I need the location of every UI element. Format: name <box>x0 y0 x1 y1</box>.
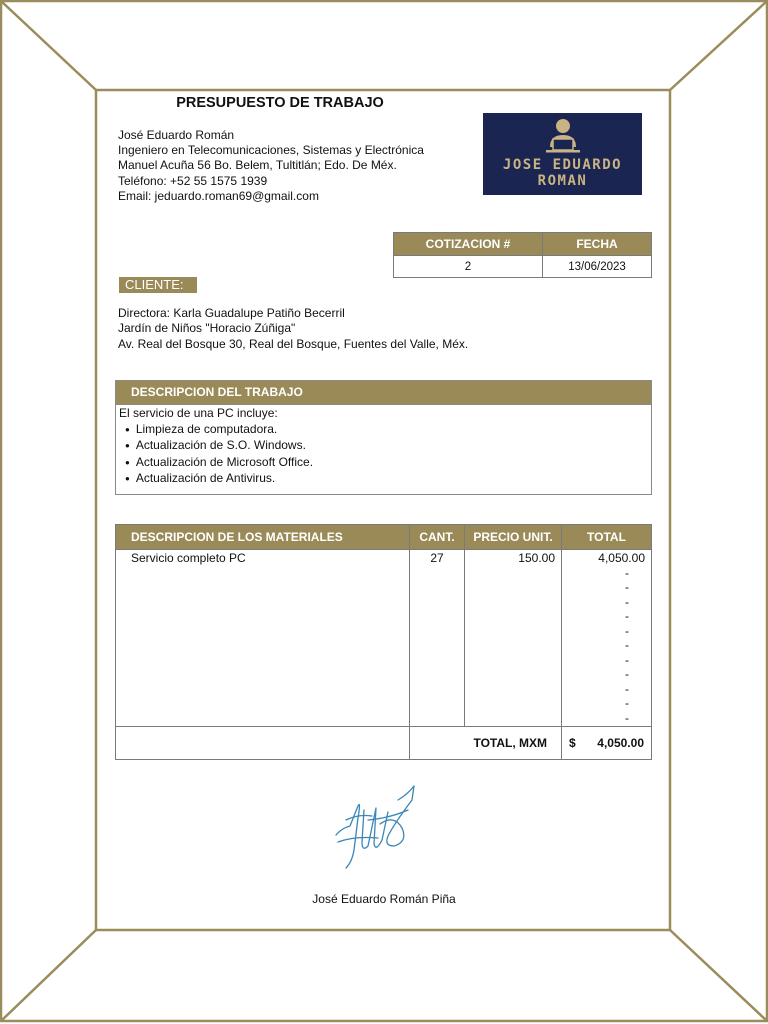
company-logo <box>483 113 642 195</box>
signature-name: José Eduardo Román Piña <box>312 892 456 906</box>
sender-email: Email: jeduardo.roman69@gmail.com <box>118 188 319 203</box>
material-unit-price: 150.00 <box>465 550 562 727</box>
unit-price-header: PRECIO UNIT. <box>465 525 562 550</box>
work-description-list <box>119 422 651 488</box>
total-header: TOTAL <box>562 525 652 550</box>
quote-number: 2 <box>394 256 543 278</box>
client-line1: Directora: Karla Guadalupe Patiño Becerril <box>118 306 345 320</box>
logo-line2: ROMAN <box>537 173 588 189</box>
empty-total: - <box>625 638 629 652</box>
material-totals-column <box>562 550 652 727</box>
empty-total: - <box>625 681 629 696</box>
empty-total: - <box>625 652 629 667</box>
table-row <box>116 550 652 727</box>
currency-symbol: $ <box>569 736 576 750</box>
total-row-spacer <box>116 727 410 760</box>
work-description-header: DESCRIPCION DEL TRABAJO <box>116 381 651 405</box>
sender-phone: Teléfono: +52 55 1575 1939 <box>118 173 268 188</box>
list-item: ● Actualización de Microsoft Office. <box>137 455 651 472</box>
logo-line1: JOSE EDUARDO <box>502 157 623 173</box>
client-line3: Av. Real del Bosque 30, Real del Bosque, Fuentes del Valle, Méx. <box>118 336 469 351</box>
material-qty: 27 <box>410 550 465 727</box>
user-at-laptop-icon <box>541 117 585 155</box>
empty-total: - <box>625 623 629 638</box>
empty-total: - <box>625 594 629 609</box>
materials-description-header: DESCRIPCION DE LOS MATERIALES <box>116 525 410 550</box>
empty-total: - <box>625 696 629 710</box>
quote-date: 13/06/2023 <box>543 256 652 278</box>
sender-name: José Eduardo Román <box>118 128 235 142</box>
work-description-box <box>115 380 652 495</box>
client-line2: Jardín de Niños "Horacio Zúñiga" <box>118 321 296 336</box>
client-info <box>118 306 468 352</box>
handwritten-signature <box>328 780 428 875</box>
quote-info-table <box>393 232 652 278</box>
list-item: ● Actualización de Antivirus. <box>137 471 651 488</box>
total-row <box>116 727 652 760</box>
empty-total: - <box>625 710 629 725</box>
empty-total: - <box>625 565 629 580</box>
empty-total: - <box>625 609 629 623</box>
grand-total-cell <box>562 727 652 760</box>
empty-total: - <box>625 580 629 594</box>
grand-total: 4,050.00 <box>597 736 644 750</box>
client-label: CLIENTE: <box>119 277 197 293</box>
sender-profession: Ingeniero en Telecomunicaciones, Sistemas y Electrónica <box>118 143 424 158</box>
list-item: ● Actualización de S.O. Windows. <box>137 438 651 455</box>
empty-total: - <box>625 667 629 681</box>
document-title: PRESUPUESTO DE TRABAJO <box>176 95 384 111</box>
material-total: 4,050.00 <box>598 551 645 565</box>
work-description-intro: El servicio de una PC incluye: <box>119 406 278 420</box>
date-header: FECHA <box>543 233 652 256</box>
list-item: ● Limpieza de computadora. <box>137 422 651 439</box>
materials-table <box>115 524 652 760</box>
total-label: TOTAL, MXM <box>410 727 562 760</box>
quote-number-header: COTIZACION # <box>394 233 543 256</box>
sender-info <box>118 128 424 204</box>
sender-address: Manuel Acuña 56 Bo. Belem, Tultitlán; Edo. De Méx. <box>118 158 397 173</box>
qty-header: CANT. <box>410 525 465 550</box>
material-description: Servicio completo PC <box>116 550 410 727</box>
